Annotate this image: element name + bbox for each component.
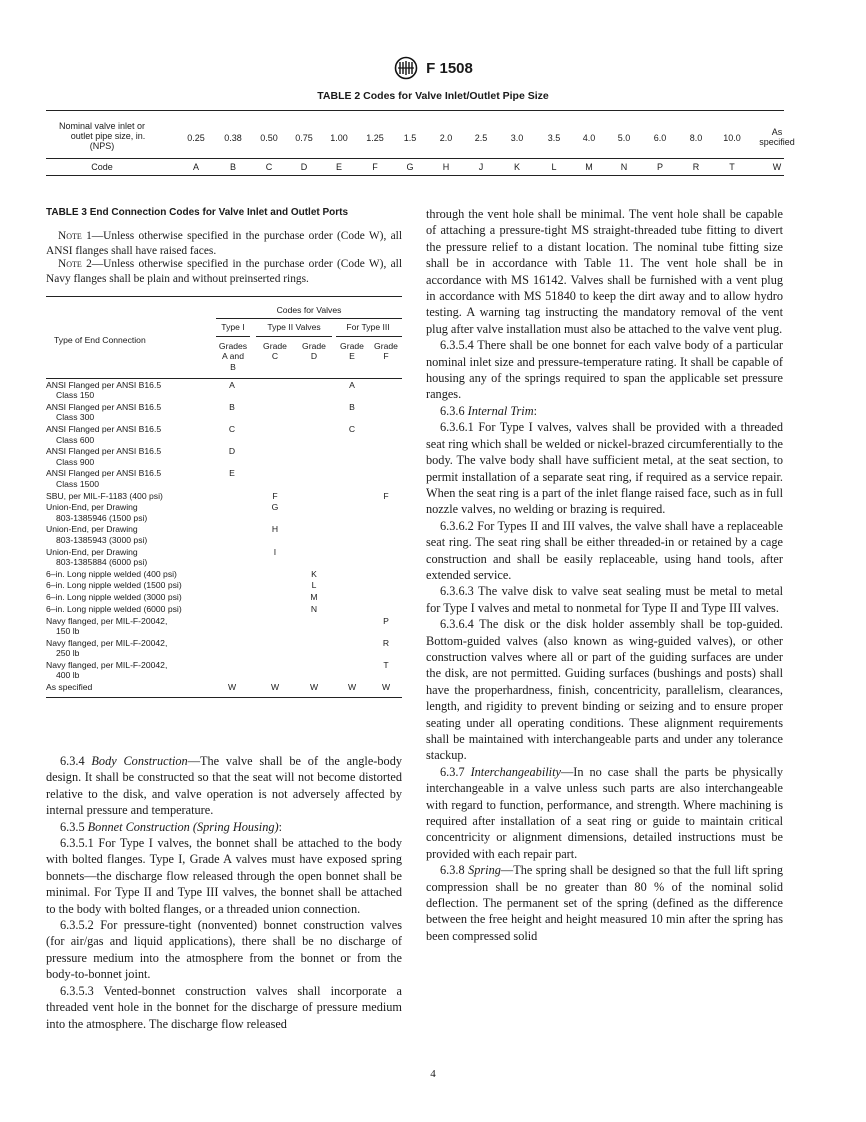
- table3-code-cell: L: [311, 580, 317, 591]
- table2-size-cell: 0.50: [260, 133, 278, 143]
- type-of-end-connection-header: Type of End Connection: [54, 335, 146, 345]
- table2-size-cell: 3.5: [547, 133, 561, 143]
- paragraph: 6.3.6.4 The disk or the disk holder assembly shall be top-guided. Bottom-guided valves (also known as wing-guided valves), or other construction valves where all or part of the guiding surfaces are under the disk, are not permitted. Guiding surfaces (bushings and posts) shall have the properhardness, finish, concentricity, parallelism, clearances, length, and rigidity to prevent binding or seizing and to ensure proper seating under all operating conditions. These alignment requirements shall be maintained with interchangeable parts and under any tolerance stackup.: [426, 617, 783, 763]
- table2-code-cell: L: [551, 162, 557, 172]
- table3-code-cell: W: [227, 682, 237, 693]
- table2-code-cell: H: [442, 162, 450, 172]
- table3-row-name: Navy flanged, per MIL-F-20042,: [46, 637, 168, 648]
- table2-code-cell: W: [772, 162, 782, 172]
- table2: [46, 110, 795, 176]
- table3-row-name: 6–in. Long nipple welded (400 psi): [46, 568, 177, 579]
- paragraph: 6.3.6.2 For Types II and III valves, the valve shall have a replaceable seat ring. The seat ring shall be either threaded-in or retained by a cage construction and shall be easily replaceable, using hand tools, after extended service.: [426, 518, 784, 582]
- table3-row-sub: Class 150: [56, 390, 95, 401]
- table2-code-cell: C: [265, 162, 273, 172]
- table3-row-sub: Class 1500: [56, 478, 99, 489]
- paragraph: 6.3.5 Bonnet Construction (Spring Housing):: [60, 819, 283, 834]
- table3-title: TABLE 3 End Connection Codes for Valve Inlet and Outlet Ports: [46, 207, 349, 218]
- table2-size-cell: 4.0: [582, 133, 596, 143]
- table2-code-cell: N: [620, 162, 628, 172]
- astm-logo-icon: [393, 56, 419, 80]
- table3-row-sub: 400 lb: [56, 670, 80, 681]
- table3-code-cell: C: [348, 424, 356, 435]
- paragraph: 6.3.8 Spring—The spring shall be designed so that the full lift spring compression shall be no greater than 80 % of the nominal solid deflection. The permanent set of the spring (defined as the difference between the free height and height measured 10 min after the spring has been compressed solid: [426, 863, 783, 943]
- table2-code-cell: T: [729, 162, 735, 172]
- table2-code-cell: J: [478, 162, 484, 172]
- table2-code-cell: R: [692, 162, 700, 172]
- table2-code-cell: B: [229, 162, 236, 172]
- table3-code-cell: W: [381, 682, 391, 693]
- right-column-text: [426, 206, 783, 944]
- table2-code-cell: F: [372, 162, 378, 172]
- table2-size-cell: 0.38: [224, 133, 242, 143]
- table3-code-cell: B: [229, 402, 235, 413]
- table2-size-cell: 2.0: [439, 133, 453, 143]
- table3-code-cell: W: [309, 682, 319, 693]
- table2-size-cell: 1.5: [403, 133, 417, 143]
- table3-row-name: Union-End, per Drawing: [46, 546, 138, 557]
- table2-size-cell: 10.0: [723, 133, 741, 143]
- table3-code-cell: E: [229, 468, 235, 479]
- table3-code-cell: W: [347, 682, 357, 693]
- codes-for-valves-header: Codes for Valves: [276, 305, 342, 315]
- table2-size-cell: 1.00: [330, 133, 348, 143]
- left-column-text: [46, 753, 402, 1032]
- table3-row-name: ANSI Flanged per ANSI B16.5: [46, 446, 162, 457]
- table3-row-name: As specified: [46, 682, 93, 693]
- table2-code-cell: A: [192, 162, 199, 172]
- paragraph: through the vent hole shall be minimal. The vent hole shall be capable of attaching a pressure-tight MS straight-threaded tube fitting to divert the pressure relief to a distant location. The nominal tube fitting size shall be in accordance with Table 11. The vent hole shall be in accordance with MS 16142. Valves shall be furnished with a vent plug in accordance with MS 51840 to keep the dirt away and to allow hydro testing. A warning tag instructing the mandatory removal of the vent plug after valve installation must also be attached to the valve vent plug.: [426, 207, 783, 336]
- paragraph: 6.3.6 Internal Trim:: [440, 403, 538, 418]
- table3-code-cell: K: [311, 568, 317, 579]
- paragraph: 6.3.5.1 For Type I valves, the bonnet shall be attached to the body with bolted flanges. Type I, Grade A valves must have exposed spring bonnets—the discharge flow released through the open bonnet shall be minimal. For Type II and Type III valves, the bonnet shall be attached to the body with bolted flanges, or a threaded union connection.: [46, 836, 402, 916]
- table2-size-cell: 3.0: [510, 133, 524, 143]
- paragraph: 6.3.6.1 For Type I valves, valves shall be provided with a threaded seat ring which shall be welded or nickel-brazed circumferentially to the body. The valve body shall have sufficient metal, at the seat section, to permit installation of a separate seat ring, if required as a service repair. When the seat ring is a part of the inlet flange raised face, such as in full nozzle valves, no welding or brazing is required.: [426, 420, 784, 517]
- table3-code-cell: H: [271, 524, 279, 535]
- table3-code-cell: T: [383, 660, 389, 670]
- table2-size-cell: 5.0: [617, 133, 631, 143]
- table3-row-name: ANSI Flanged per ANSI B16.5: [46, 468, 162, 479]
- table3-note-2: Note 2—Unless otherwise specified in the purchase order (Code W), all Navy flanges shall be plain and without preinserted rings.: [46, 258, 402, 285]
- grade-ab-header: Grades A and B: [218, 341, 248, 372]
- paragraph: 6.3.6.3 The valve disk to valve seat sealing must be metal to metal for Type I valves and metal to nonmetal for Type II and Type III valves.: [426, 584, 784, 615]
- table3-code-cell: R: [382, 637, 390, 648]
- table3-row-sub: 150 lb: [56, 626, 80, 637]
- table3-code-cell: P: [383, 615, 389, 626]
- table3-row-sub: 803-1385884 (6000 psi): [56, 556, 148, 567]
- paragraph: 6.3.7 Interchangeability—In no case shall the parts be physically interchangeable in a valve unless such parts are also interchangeable with regard to function, performance, and strength. Where machining is required after installation of a seat ring or guide to maintain critical concentricity or alignment dimensions, detailed instructions must be provided with each repair part.: [426, 764, 783, 861]
- table3-row-name: Union-End, per Drawing: [46, 524, 138, 535]
- table3-code-cell: D: [228, 446, 236, 457]
- paragraph: 6.3.5.4 There shall be one bonnet for each valve body of a particular nominal inlet size and pressure-temperature rating. It shall be capable of housing any of the springs required to span the applicable set pressure ranges.: [426, 338, 784, 402]
- table3-note-1: Note 1—Unless otherwise specified in the purchase order (Code W), all ANSI flanges shall have raised faces.: [46, 230, 402, 257]
- table2-code-cell: D: [300, 162, 308, 172]
- table2-code-cell: G: [406, 162, 414, 172]
- table3-row-name: Union-End, per Drawing: [46, 502, 138, 513]
- table3-row-name: ANSI Flanged per ANSI B16.5: [46, 380, 162, 390]
- grade-d-header: Grade D: [302, 341, 326, 362]
- type2-header: Type II Valves: [267, 322, 321, 332]
- standard-number: F 1508: [426, 59, 473, 77]
- paragraph: 6.3.5.2 For pressure-tight (nonvented) bonnet construction valves (for air/gas and liquid applications), there shall be no discharge of pressure medium into the atmosphere from the bonnet or from the body-to-bonnet joint.: [46, 918, 402, 982]
- table3-row-sub: 250 lb: [56, 648, 80, 659]
- table2-size-cell: 1.25: [366, 133, 384, 143]
- table3-code-cell: N: [310, 604, 318, 614]
- table2-size-cell: As specified: [759, 127, 795, 147]
- paragraph: 6.3.4 Body Construction—The valve shall be of the angle-body design. It shall be constructed so that the seat will not become distorted relative to the disk, and valve operation is not adversely affected by internal pressure and temperature.: [46, 754, 402, 818]
- table3-code-cell: W: [270, 682, 280, 693]
- paragraph: 6.3.5.3 Vented-bonnet construction valves shall incorporate a threaded vent hole in the bonnet for the discharge of pressure medium into the atmosphere. The discharge flow released: [46, 983, 402, 1031]
- page-header: [0, 56, 866, 80]
- table3-code-cell: G: [271, 502, 279, 513]
- table2-size-cell: 6.0: [653, 133, 667, 143]
- table2-title: TABLE 2 Codes for Valve Inlet/Outlet Pipe Size: [317, 90, 549, 102]
- table3-code-cell: I: [273, 546, 277, 557]
- table3-row-sub: Class 300: [56, 412, 95, 423]
- table3-code-cell: B: [349, 402, 355, 413]
- grade-e-header: Grade E: [340, 341, 364, 362]
- table3-row-name: ANSI Flanged per ANSI B16.5: [46, 402, 162, 413]
- table3-code-cell: A: [349, 380, 355, 390]
- table3-row-name: 6–in. Long nipple welded (1500 psi): [46, 580, 182, 591]
- table3-row-name: Navy flanged, per MIL-F-20042,: [46, 660, 168, 670]
- table3-row-sub: 803-1385943 (3000 psi): [56, 534, 148, 545]
- table2-code-cell: P: [656, 162, 663, 172]
- table3-code-cell: F: [272, 490, 278, 501]
- table2-code-cell: K: [513, 162, 520, 172]
- table3-row-sub: Class 600: [56, 434, 95, 445]
- grade-f-header: Grade F: [374, 341, 398, 362]
- table3-row-name: 6–in. Long nipple welded (3000 psi): [46, 592, 182, 603]
- table2-size-cell: 2.5: [474, 133, 488, 143]
- table2-size-cell: 8.0: [689, 133, 703, 143]
- table2-size-cell: 0.25: [187, 133, 205, 143]
- type1-header: Type I: [221, 322, 245, 332]
- table2-row-label: Nominal valve inlet or outlet pipe size, in. (NPS): [58, 121, 146, 151]
- table3-row-name: Navy flanged, per MIL-F-20042,: [46, 615, 168, 626]
- table2-code-cell: M: [585, 162, 593, 172]
- table3-row-name: 6–in. Long nipple welded (6000 psi): [46, 604, 182, 614]
- table3-row-name: SBU, per MIL-F-1183 (400 psi): [46, 490, 163, 501]
- table3-row-name: ANSI Flanged per ANSI B16.5: [46, 424, 162, 435]
- table3-code-cell: M: [310, 592, 318, 603]
- table3-code-cell: A: [229, 380, 235, 390]
- table3-code-cell: C: [228, 424, 236, 435]
- page-number: 4: [430, 1068, 436, 1080]
- type3-header: For Type III: [346, 322, 390, 332]
- table3-code-cell: F: [383, 490, 389, 501]
- table2-size-cell: 0.75: [295, 133, 313, 143]
- table3-row-sub: Class 900: [56, 456, 95, 467]
- grade-c-header: Grade C: [263, 341, 287, 362]
- table2-code-cell: E: [335, 162, 342, 172]
- table2-code-label: Code: [91, 162, 113, 172]
- table3-row-sub: 803-1385946 (1500 psi): [56, 512, 148, 523]
